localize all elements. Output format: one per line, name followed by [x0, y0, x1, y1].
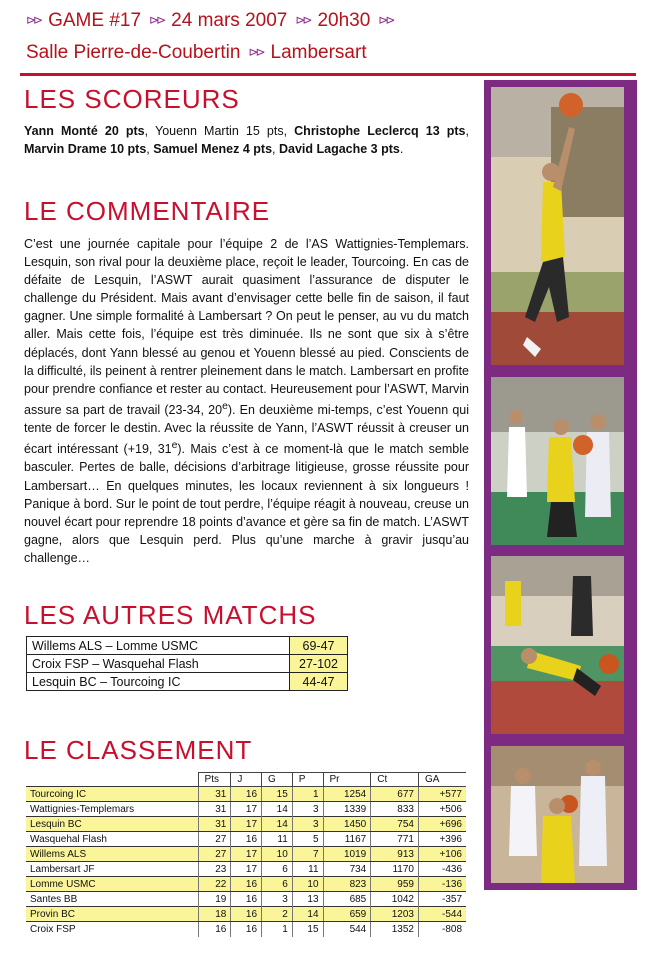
- match-score: 27-102: [290, 655, 348, 673]
- standings-cell-pr: 1339: [323, 802, 371, 817]
- standings-cell-pr: 1254: [323, 787, 371, 802]
- standings-cell-team: Tourcoing IC: [26, 787, 198, 802]
- standings-cell-ct: 754: [371, 817, 419, 832]
- arrow-icon: ⊳⊳: [378, 13, 393, 27]
- standings-cell-j: 16: [231, 877, 262, 892]
- scorers-title: LES SCOREURS: [24, 84, 240, 114]
- standings-header-cell: GA: [418, 773, 466, 787]
- standings-cell-pts: 22: [198, 877, 231, 892]
- standings-cell-pr: 659: [323, 907, 371, 922]
- standings-cell-g: 2: [262, 907, 293, 922]
- scorer-separator: ,: [465, 124, 469, 138]
- standings-cell-ga: +506: [418, 802, 466, 817]
- standings-cell-ga: +106: [418, 847, 466, 862]
- standings-cell-p: 1: [292, 787, 323, 802]
- standings-table: [26, 772, 466, 937]
- scorers-list: [24, 122, 469, 158]
- standings-cell-j: 16: [231, 922, 262, 937]
- standings-cell-pr: 1450: [323, 817, 371, 832]
- scorer-separator: ,: [146, 142, 154, 156]
- commentary-part-1: C’est une journée capitale pour l’équipe 2 de l’AS Wattignies-Templemars. Lesquin, son rival pour la deuxième place, reçoit le leader, Tourcoing. En cas de défaite de Lesquin, l’ASWT aurait quasiment l’assurance de disputer le challenge du Président. Mais avant d’envisager cette belle fin de saison, il faut gagner. Une simple formalité à Lambersart ? On peut le penser, au vu du match aller. Mais cette fois, l’équipe est très diminuée. Ils ne sont que six à s’être déplacés, dont Yann blessé au genou et Youenn blessé au pied. Conscients de la difficulté, ils peinent à rentrer pleinement dans le match. Lambersart en profite pour prendre confiance et rester au contact. Heureusement pour l’ASWT, Marvin assure sa part de travail (23-34, 20: [24, 237, 469, 417]
- standings-cell-pts: 27: [198, 832, 231, 847]
- standings-cell-ga: -436: [418, 862, 466, 877]
- standings-cell-pts: 31: [198, 787, 231, 802]
- standings-row: [26, 832, 466, 847]
- standings-row: [26, 787, 466, 802]
- match-teams: Willems ALS – Lomme USMC: [27, 637, 290, 655]
- standings-cell-ct: 1170: [371, 862, 419, 877]
- standings-header-cell: Ct: [371, 773, 419, 787]
- standings-title: LE CLASSEMENT: [24, 735, 253, 765]
- superscript: e: [171, 440, 178, 452]
- header-divider: [20, 73, 636, 76]
- standings-cell-ct: 1042: [371, 892, 419, 907]
- standings-cell-pr: 1167: [323, 832, 371, 847]
- standings-cell-p: 14: [292, 907, 323, 922]
- scorer-separator: ,: [272, 142, 279, 156]
- standings-row: [26, 922, 466, 937]
- standings-cell-team: Wasquehal Flash: [30, 833, 107, 845]
- venue: Salle Pierre-de-Coubertin: [26, 42, 241, 63]
- standings-cell-pts: 18: [198, 907, 231, 922]
- standings-cell-pts: 16: [198, 922, 231, 937]
- standings-cell-j: 17: [231, 847, 262, 862]
- scorer-item: Christophe Leclercq 13 pts: [294, 124, 466, 138]
- standings-cell-p: 11: [292, 862, 323, 877]
- standings-cell-pts: 19: [198, 892, 231, 907]
- standings-cell-team: Wattignies-Templemars: [30, 803, 135, 815]
- standings-cell-pr: 734: [323, 862, 371, 877]
- arrow-icon: ⊳⊳: [149, 13, 164, 27]
- standings-cell-g: 14: [262, 817, 293, 832]
- scorer-separator: .: [399, 142, 404, 156]
- other-matches-title: LES AUTRES MATCHS: [24, 600, 317, 630]
- game-number: GAME #17: [48, 10, 142, 31]
- commentary-title: LE COMMENTAIRE: [24, 196, 271, 226]
- standings-cell-pr: 1019: [323, 847, 371, 862]
- standings-cell-j: 16: [231, 787, 262, 802]
- standings-cell-pts: 31: [198, 802, 231, 817]
- standings-cell-ct: 677: [371, 787, 419, 802]
- standings-cell-ct: 1352: [371, 922, 419, 937]
- scorer-item: Samuel Menez 4 pts: [153, 142, 273, 156]
- scorer-item: David Lagache 3 pts: [278, 142, 400, 156]
- standings-cell-p: 15: [292, 922, 323, 937]
- match-row: [27, 637, 348, 655]
- standings-row: [26, 847, 466, 862]
- standings-cell-p: 13: [292, 892, 323, 907]
- standings-row: [26, 907, 466, 922]
- other-matches-table: [26, 636, 348, 691]
- photo-player-shooting: [491, 87, 624, 365]
- standings-row: [26, 862, 466, 877]
- standings-cell-ga: -357: [418, 892, 466, 907]
- standings-cell-p: 7: [292, 847, 323, 862]
- standings-cell-ga: -808: [418, 922, 466, 937]
- standings-row: [26, 802, 466, 817]
- standings-cell-p: 5: [292, 832, 323, 847]
- standings-row: [26, 877, 466, 892]
- standings-cell-j: 17: [231, 817, 262, 832]
- scorer-separator: ,: [144, 124, 155, 138]
- standings-cell-g: 6: [262, 862, 293, 877]
- match-teams: Croix FSP – Wasquehal Flash: [27, 655, 290, 673]
- standings-cell-ct: 913: [371, 847, 419, 862]
- standings-cell-ct: 771: [371, 832, 419, 847]
- city: Lambersart: [270, 42, 367, 63]
- photo-game-action: [491, 377, 624, 545]
- photo-player-diving: [491, 556, 624, 734]
- standings-cell-pr: 685: [323, 892, 371, 907]
- match-score: 69-47: [290, 637, 348, 655]
- standings-cell-pts: 31: [198, 817, 231, 832]
- standings-header-cell: G: [262, 773, 293, 787]
- commentary-text: [24, 235, 469, 567]
- standings-cell-pts: 27: [198, 847, 231, 862]
- match-teams: Lesquin BC – Tourcoing IC: [27, 673, 290, 691]
- standings-cell-team: Santes BB: [30, 893, 78, 905]
- standings-cell-pts: 23: [198, 862, 231, 877]
- standings-cell-pr: 544: [323, 922, 371, 937]
- match-row: [27, 655, 348, 673]
- standings-cell-pr: 823: [323, 877, 371, 892]
- standings-cell-ga: +696: [418, 817, 466, 832]
- standings-cell-ga: +396: [418, 832, 466, 847]
- standings-cell-p: 3: [292, 802, 323, 817]
- standings-cell-j: 17: [231, 802, 262, 817]
- superscript: e: [222, 400, 228, 412]
- arrow-icon: ⊳⊳: [248, 45, 263, 59]
- standings-header-cell: Pts: [198, 773, 231, 787]
- standings-cell-ct: 833: [371, 802, 419, 817]
- standings-cell-team: Lesquin BC: [26, 817, 198, 832]
- standings-cell-team: Lomme USMC: [26, 877, 198, 892]
- standings-cell-g: 1: [262, 922, 293, 937]
- standings-row: [26, 892, 466, 907]
- match-row: [27, 673, 348, 691]
- standings-cell-j: 16: [231, 832, 262, 847]
- standings-cell-ga: -136: [418, 877, 466, 892]
- commentary-part-2: ). En deuxième mi-temps, c’est Youenn qui tente de forcer le destin. Avec la réussite de Yann, l’ASWT réussit à creuser un écart intéressant (+19, 31: [24, 403, 469, 457]
- standings-header-cell: J: [231, 773, 262, 787]
- standings-header-cell: P: [292, 773, 323, 787]
- standings-row: [26, 817, 466, 832]
- standings-cell-ct: 959: [371, 877, 419, 892]
- photo-strip: [484, 80, 637, 890]
- match-score: 44-47: [290, 673, 348, 691]
- standings-cell-g: 14: [262, 802, 293, 817]
- game-date: 24 mars 2007: [171, 10, 288, 31]
- scorer-separator: ,: [283, 124, 295, 138]
- standings-cell-ga: -544: [418, 907, 466, 922]
- standings-cell-team: Lambersart JF: [30, 863, 95, 875]
- standings-header-cell: Pr: [323, 773, 371, 787]
- standings-cell-ga: +577: [418, 787, 466, 802]
- standings-cell-ct: 1203: [371, 907, 419, 922]
- standings-cell-g: 15: [262, 787, 293, 802]
- arrow-icon: ⊳⊳: [295, 13, 310, 27]
- scorer-item: Marvin Drame 10 pts: [24, 142, 147, 156]
- standings-cell-p: 10: [292, 877, 323, 892]
- standings-cell-j: 16: [231, 907, 262, 922]
- scorer-item: Youenn Martin 15 pts: [155, 124, 284, 138]
- commentary-part-3: ). Mais c’est à ce moment-là que le match semble basculer. Pertes de balle, décisions d’arbitrage litigieuse, grosse réussite pour Lambersart… En quelques minutes, les locaux reviennent à six longueurs ! Panique à bord. Sur le point de tout perdre, l’équipe réagit à nouveau, creuse un nouvel écart pour reprendre 18 points d’avance et gère sa fin de match. L’ASWT gagne, alors que Lesquin perd. Plus qu’une marche à gravir jusqu’au challenge…: [24, 442, 469, 565]
- standings-cell-p: 3: [292, 817, 323, 832]
- standings-cell-j: 16: [231, 892, 262, 907]
- standings-cell-team: Croix FSP: [30, 923, 76, 935]
- standings-cell-g: 3: [262, 892, 293, 907]
- photo-rebound: [491, 746, 624, 883]
- header-line-2: [26, 42, 367, 64]
- standings-cell-g: 11: [262, 832, 293, 847]
- standings-cell-g: 10: [262, 847, 293, 862]
- standings-cell-team: Provin BC: [26, 907, 198, 922]
- game-time: 20h30: [317, 10, 371, 31]
- standings-cell-g: 6: [262, 877, 293, 892]
- scorer-item: Yann Monté 20 pts: [24, 124, 145, 138]
- standings-cell-team: Willems ALS: [26, 847, 198, 862]
- standings-cell-j: 17: [231, 862, 262, 877]
- header-line-1: [26, 10, 400, 32]
- arrow-icon: ⊳⊳: [26, 13, 41, 27]
- standings-header-cell: [26, 773, 198, 787]
